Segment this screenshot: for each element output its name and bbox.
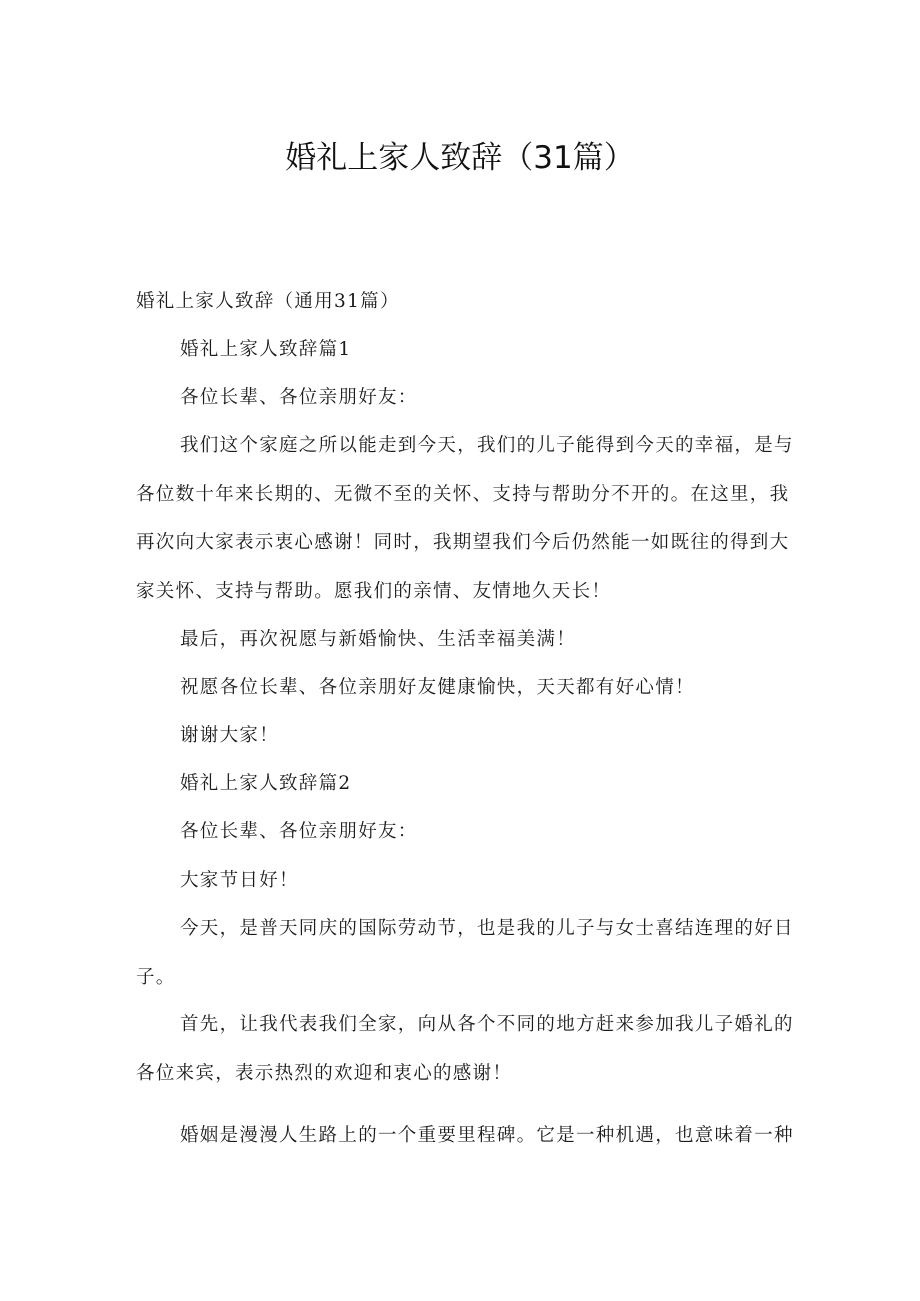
paragraph-line: 大家节日好！	[180, 870, 299, 891]
paragraph-line: 子。	[136, 966, 176, 988]
paragraph-line: 再次向大家表示衷心感谢！同时，我期望我们今后仍然能一如既往的得到大	[136, 532, 790, 553]
paragraph-line: 婚礼上家人致辞篇2	[180, 773, 352, 794]
paragraph-greeting-2	[136, 808, 796, 857]
paragraph-line: 首先，让我代表我们全家，向从各个不同的地方赶来参加我儿子婚礼的	[180, 1014, 794, 1035]
paragraph-body-4	[136, 1112, 796, 1161]
paragraph-line: 最后，再次祝愿与新婚愉快、生活幸福美满！	[180, 629, 577, 650]
paragraph-line: 各位数十年来长期的、无微不至的关怀、支持与帮助分不开的。在这里，我	[136, 483, 790, 505]
paragraph-wishes-1	[136, 664, 796, 713]
paragraph-line: 婚姻是漫漫人生路上的一个重要里程碑。它是一种机遇，也意味着一种	[180, 1125, 794, 1146]
paragraph-heading-2	[136, 760, 796, 809]
subtitle-line: 婚礼上家人致辞（通用31篇）	[136, 291, 400, 312]
paragraph-closing-1	[136, 616, 796, 665]
paragraph-line: 各位长辈、各位亲朋好友：	[180, 821, 418, 842]
paragraph-greeting-1	[136, 374, 796, 423]
document-title: 婚礼上家人致辞（31篇）	[285, 140, 635, 176]
document-subtitle	[136, 278, 796, 327]
paragraph-line: 谢谢大家！	[180, 725, 280, 746]
paragraph-holiday-greeting	[136, 857, 796, 906]
paragraph-line: 家关怀、支持与帮助。愿我们的亲情、友情地久天长！	[136, 580, 612, 602]
paragraph-line: 各位来宾，表示热烈的欢迎和衷心的感谢！	[136, 1062, 513, 1084]
paragraph-line: 各位长辈、各位亲朋好友：	[180, 387, 418, 408]
paragraph-line: 我们这个家庭之所以能走到今天，我们的儿子能得到今天的幸福，是与	[180, 435, 794, 456]
paragraph-line: 婚礼上家人致辞篇1	[180, 339, 352, 360]
paragraph-body-3	[136, 1001, 796, 1098]
paragraph-body-2	[136, 905, 796, 1002]
paragraph-line: 今天，是普天同庆的国际劳动节，也是我的儿子与女士喜结连理的好日	[180, 918, 794, 939]
paragraph-thanks-1	[136, 712, 796, 761]
paragraph-body-1	[136, 422, 796, 616]
paragraph-line: 祝愿各位长辈、各位亲朋好友健康愉快，天天都有好心情！	[180, 677, 695, 698]
paragraph-heading-1	[136, 326, 796, 375]
